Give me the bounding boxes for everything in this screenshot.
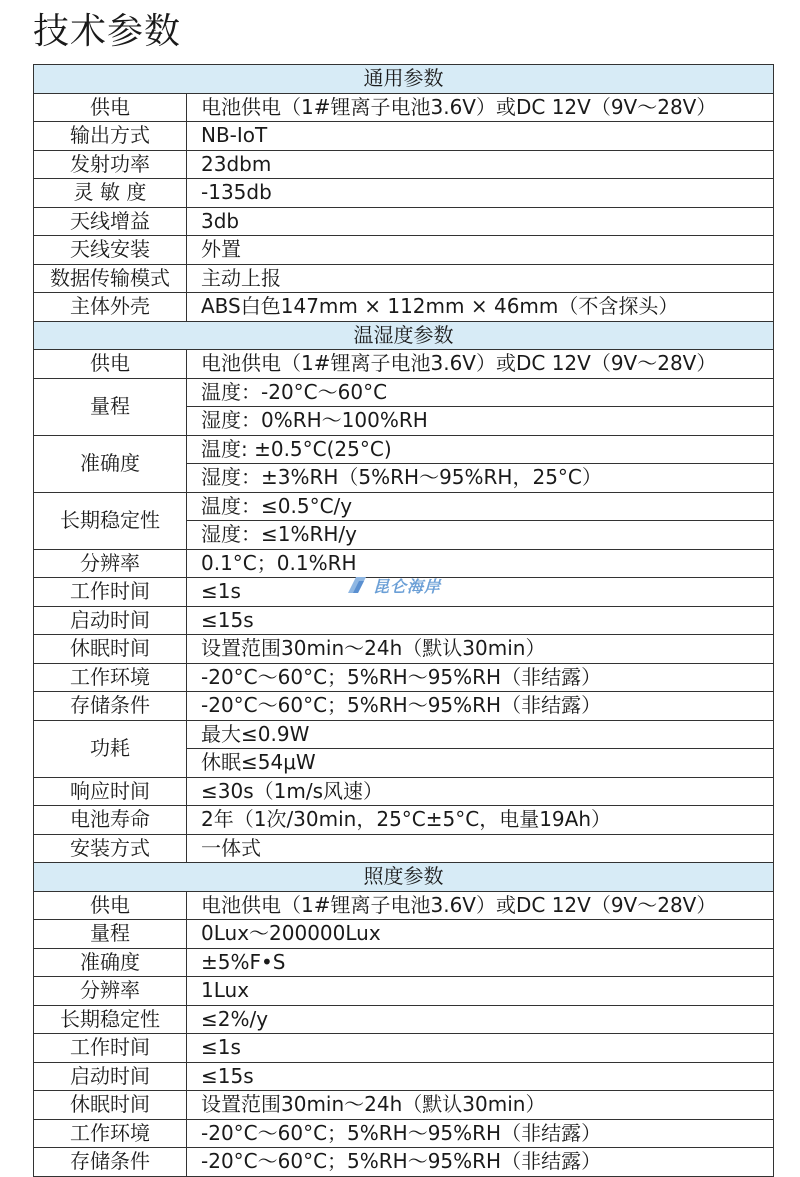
section-title: 通用参数	[34, 65, 774, 94]
param-label: 电池寿命	[34, 806, 187, 835]
param-label: 分辨率	[34, 549, 187, 578]
param-value: 电池供电（1#锂离子电池3.6V）或DC 12V（9V～28V）	[187, 350, 774, 379]
param-value: 设置范围30min～24h（默认30min）	[187, 635, 774, 664]
param-value: 1Lux	[187, 977, 774, 1006]
param-value: ≤15s	[187, 1062, 774, 1091]
param-value: 温度：-20°C～60°C	[187, 378, 774, 407]
company-logo-icon	[344, 575, 370, 595]
page-title: 技术参数	[33, 11, 182, 52]
param-label: 量程	[34, 920, 187, 949]
param-value: 一体式	[187, 834, 774, 863]
param-label: 工作时间	[34, 1034, 187, 1063]
param-value: 温度: ±0.5°C(25°C)	[187, 435, 774, 464]
param-value: 温度：≤0.5°C/y	[187, 492, 774, 521]
param-value: 休眠≤54μW	[187, 749, 774, 778]
param-value: ≤30s（1m/s风速）	[187, 777, 774, 806]
table-row	[34, 264, 774, 293]
param-label: 供电	[34, 93, 187, 122]
param-label: 发射功率	[34, 150, 187, 179]
param-value: -135db	[187, 179, 774, 208]
param-value: -20°C～60°C；5%RH～95%RH（非结露）	[187, 692, 774, 721]
param-label: 响应时间	[34, 777, 187, 806]
table-row	[34, 606, 774, 635]
param-value: 湿度：≤1%RH/y	[187, 521, 774, 550]
param-value: ≤1s	[187, 578, 774, 607]
section-header-row	[34, 65, 774, 94]
table-row	[34, 93, 774, 122]
table-row	[34, 1034, 774, 1063]
table-row	[34, 806, 774, 835]
spec-table	[33, 64, 774, 1177]
param-label: 准确度	[34, 435, 187, 492]
param-value: 2年（1次/30min，25°C±5°C，电量19Ah）	[187, 806, 774, 835]
param-value: 0Lux～200000Lux	[187, 920, 774, 949]
param-label: 量程	[34, 378, 187, 435]
param-label: 工作环境	[34, 1119, 187, 1148]
table-row	[34, 948, 774, 977]
param-value: 外置	[187, 236, 774, 265]
table-row	[34, 350, 774, 379]
table-row	[34, 293, 774, 322]
table-row	[34, 179, 774, 208]
table-row	[34, 207, 774, 236]
param-label: 准确度	[34, 948, 187, 977]
table-row	[34, 977, 774, 1006]
param-label: 数据传输模式	[34, 264, 187, 293]
param-value: 主动上报	[187, 264, 774, 293]
param-label: 工作时间	[34, 578, 187, 607]
table-row	[34, 663, 774, 692]
table-row	[34, 720, 774, 749]
spec-table-body	[34, 65, 774, 1177]
table-row	[34, 1005, 774, 1034]
param-value: ≤2%/y	[187, 1005, 774, 1034]
param-value: -20°C～60°C；5%RH～95%RH（非结露）	[187, 1119, 774, 1148]
param-label: 长期稳定性	[34, 492, 187, 549]
section-header-row	[34, 863, 774, 892]
param-label: 输出方式	[34, 122, 187, 151]
param-label: 功耗	[34, 720, 187, 777]
table-row	[34, 1148, 774, 1177]
table-row	[34, 891, 774, 920]
param-label: 灵 敏 度	[34, 179, 187, 208]
table-row	[34, 378, 774, 407]
section-title: 温湿度参数	[34, 321, 774, 350]
param-value: 最大≤0.9W	[187, 720, 774, 749]
param-label: 长期稳定性	[34, 1005, 187, 1034]
param-value: ABS白色147mm × 112mm × 46mm（不含探头）	[187, 293, 774, 322]
table-row	[34, 435, 774, 464]
table-row	[34, 492, 774, 521]
param-label: 供电	[34, 891, 187, 920]
param-value: ≤1s	[187, 1034, 774, 1063]
table-row	[34, 834, 774, 863]
param-value: ±5%F•S	[187, 948, 774, 977]
param-value: 湿度：0%RH～100%RH	[187, 407, 774, 436]
param-label: 天线安装	[34, 236, 187, 265]
table-row	[34, 1091, 774, 1120]
table-row	[34, 150, 774, 179]
param-value: 设置范围30min～24h（默认30min）	[187, 1091, 774, 1120]
section-header-row	[34, 321, 774, 350]
table-row	[34, 635, 774, 664]
param-label: 启动时间	[34, 1062, 187, 1091]
table-row	[34, 236, 774, 265]
param-label: 存储条件	[34, 692, 187, 721]
param-label: 分辨率	[34, 977, 187, 1006]
param-value: ≤15s	[187, 606, 774, 635]
section-title: 照度参数	[34, 863, 774, 892]
param-value: 23dbm	[187, 150, 774, 179]
watermark-text: 昆仑海岸	[373, 576, 442, 596]
param-label: 工作环境	[34, 663, 187, 692]
param-value: 湿度：±3%RH（5%RH～95%RH，25°C）	[187, 464, 774, 493]
table-row	[34, 1119, 774, 1148]
param-label: 主体外壳	[34, 293, 187, 322]
param-label: 启动时间	[34, 606, 187, 635]
table-row	[34, 122, 774, 151]
table-row	[34, 1062, 774, 1091]
param-label: 存储条件	[34, 1148, 187, 1177]
param-label: 休眠时间	[34, 1091, 187, 1120]
table-row	[34, 692, 774, 721]
param-value: 电池供电（1#锂离子电池3.6V）或DC 12V（9V～28V）	[187, 93, 774, 122]
watermark	[344, 573, 441, 597]
table-row	[34, 777, 774, 806]
param-label: 休眠时间	[34, 635, 187, 664]
param-value: 电池供电（1#锂离子电池3.6V）或DC 12V（9V～28V）	[187, 891, 774, 920]
table-row	[34, 920, 774, 949]
param-value: 0.1°C；0.1%RH	[187, 549, 774, 578]
param-label: 供电	[34, 350, 187, 379]
param-label: 安装方式	[34, 834, 187, 863]
param-value: -20°C～60°C；5%RH～95%RH（非结露）	[187, 1148, 774, 1177]
param-label: 天线增益	[34, 207, 187, 236]
param-value: NB-IoT	[187, 122, 774, 151]
param-value: 3db	[187, 207, 774, 236]
param-value: -20°C～60°C；5%RH～95%RH（非结露）	[187, 663, 774, 692]
